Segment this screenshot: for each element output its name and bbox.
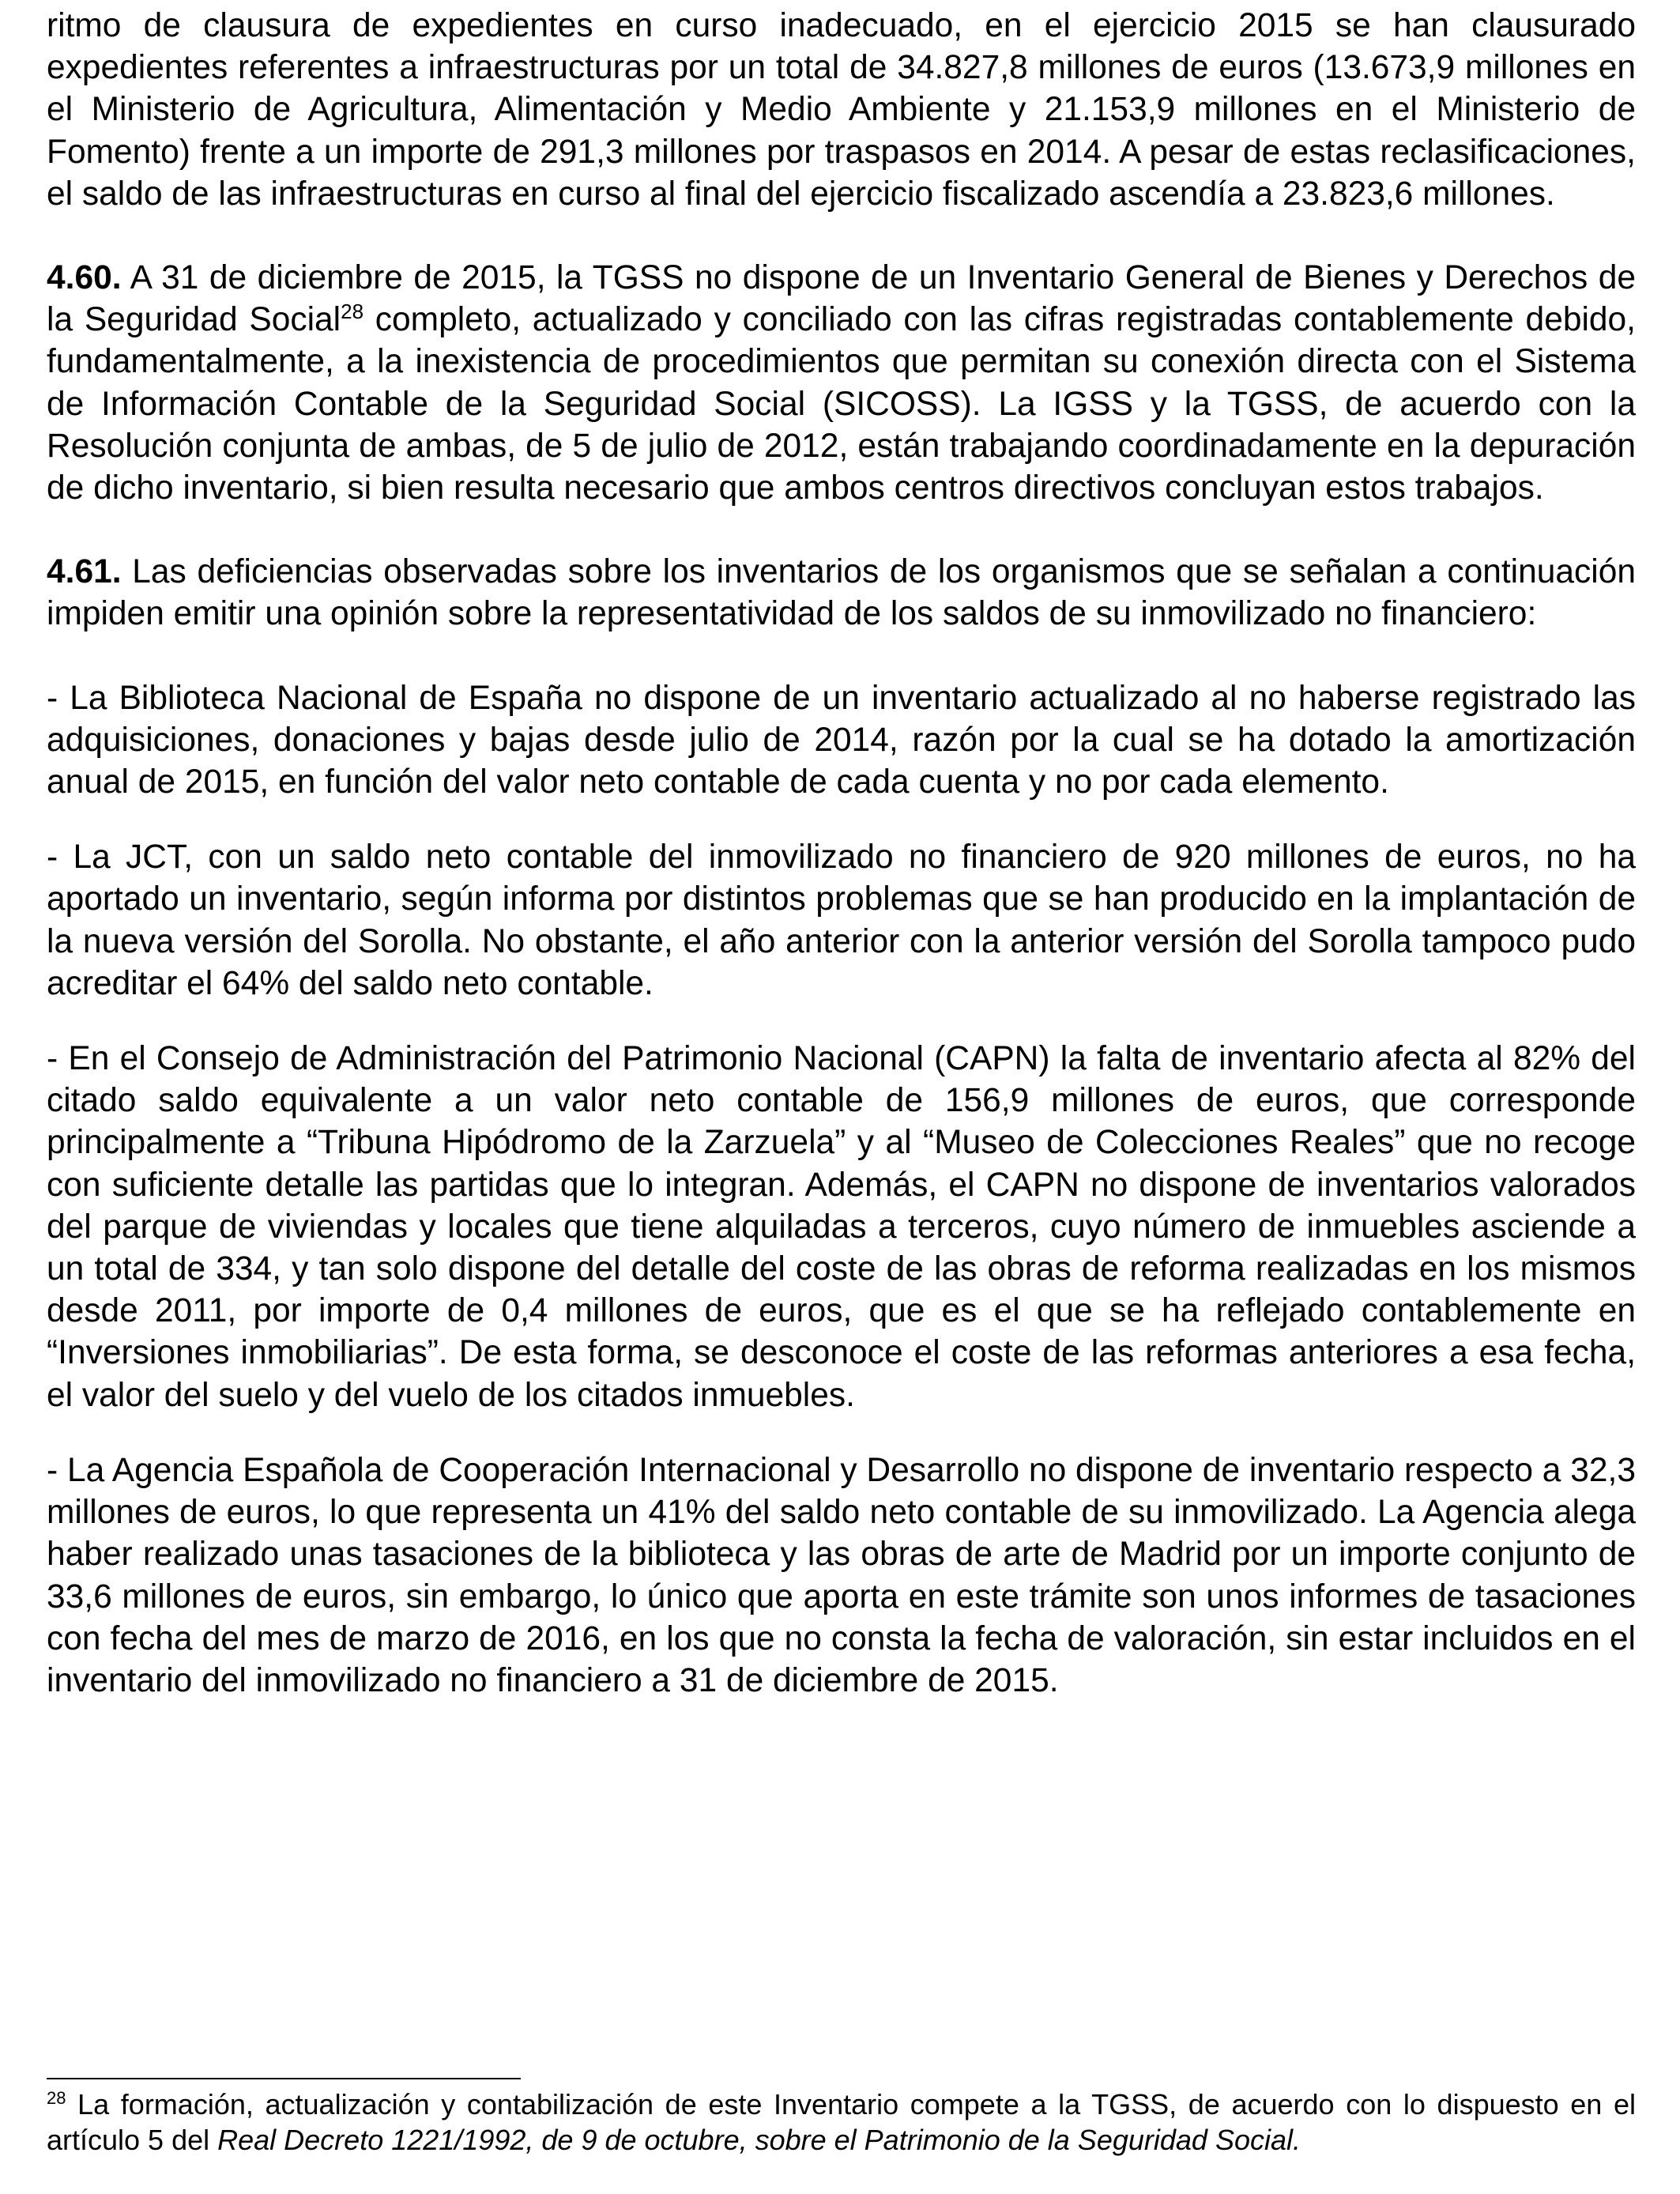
paragraph-number: 4.61.	[47, 553, 122, 591]
footnote-body: La formación, actualización y contabilización de este Inventario compete a la TGSS, de acuerdo con lo dispuesto en el artículo 5 del	[47, 2088, 1636, 2156]
list-item-jct: - La JCT, con un saldo neto contable del inmovilizado no financiero de 920 millones de euros, no ha aportado un inventario, según informa por distintos problemas que se han producido en la implantación de la nueva versión del Sorolla. No obstante, el año anterior con la anterior versión del Sorolla tampoco pudo acreditar el 64% del saldo neto contable.	[47, 839, 1636, 1002]
paragraph-number: 4.60.	[47, 259, 122, 297]
footnote-reference[interactable]: 28	[341, 300, 364, 324]
footnote-number: 28	[47, 2088, 66, 2108]
paragraph-text: A 31 de diciembre de 2015, la TGSS no dispone de un Inventario General de Bienes y Derechos de la Seguridad Social	[47, 259, 1636, 339]
list-item-biblioteca-nacional: - La Biblioteca Nacional de España no dispone de un inventario actualizado al no haberse registrado las adquisiciones, donaciones y bajas desde julio de 2014, razón por la cual se ha dotado la amortización anual de 2015, en función del valor neto contable de cada cuenta y no por cada elemento.	[47, 679, 1636, 801]
footnote	[47, 2087, 1636, 2158]
paragraph-intro: ritmo de clausura de expedientes en curso inadecuado, en el ejercicio 2015 se han clausurado expedientes referentes a infraestructuras por un total de 34.827,8 millones de euros (13.673,9 millones en el Ministerio de Agricultura, Alimentación y Medio Ambiente y 21.153,9 millones en el Ministerio de Fomento) frente a un importe de 291,3 millones por traspasos en 2014. A pesar de estas reclasificaciones, el saldo de las infraestructuras en curso al final del ejercicio fiscalizado ascendía a 23.823,6 millones.	[47, 7, 1636, 213]
footnote-separator	[47, 2078, 521, 2079]
list-item-capn: - En el Consejo de Administración del Patrimonio Nacional (CAPN) la falta de inventario afecta al 82% del citado saldo equivalente a un valor neto contable de 156,9 millones de euros, que corresponde principalmente a “Tribuna Hipódromo de la Zarzuela” y al “Museo de Colecciones Reales” que no recoge con suficiente detalle las partidas que lo integran. Además, el CAPN no dispone de inventarios valorados del parque de viviendas y locales que tiene alquiladas a terceros, cuyo número de inmuebles asciende a un total de 334, y tan solo dispone del detalle del coste de las obras de reforma realizadas en los mismos desde 2011, por importe de 0,4 millones de euros, que es el que se ha reflejado contablemente en “Inversiones inmobiliarias”. De esta forma, se desconoce el coste de las reformas anteriores a esa fecha, el valor del suelo y del vuelo de los citados inmuebles.	[47, 1040, 1636, 1414]
paragraph-4-61	[47, 551, 1636, 635]
footnote-text	[47, 2087, 1636, 2158]
list-item-aecid: - La Agencia Española de Cooperación Internacional y Desarrollo no dispone de inventario respecto a 32,3 millones de euros, lo que representa un 41% del saldo neto contable de su inmovilizado. La Agencia alega haber realizado unas tasaciones de la biblioteca y las obras de arte de Madrid por un importe conjunto de 33,6 millones de euros, sin embargo, lo único que aporta en este trámite son unos informes de tasaciones con fecha del mes de marzo de 2016, en los que no consta la fecha de valoración, sin estar incluidos en el inventario del inmovilizado no financiero a 31 de diciembre de 2015.	[47, 1451, 1636, 1699]
paragraph-text: completo, actualizado y conciliado con las cifras registradas contablemente debido, fundamentalmente, a la inexistencia de procedimientos que permitan su conexión directa con el Sistema de Información Contable de la Seguridad Social (SICOSS). La IGSS y la TGSS, de acuerdo con la Resolución conjunta de ambas, de 5 de julio de 2012, están trabajando coordinadamente en la depuración de dicho inventario, si bien resulta necesario que ambos centros directivos concluyan estos trabajos.	[47, 301, 1636, 507]
footnote-citation: Real Decreto 1221/1992, de 9 de octubre, sobre el Patrimonio de la Seguridad Social.	[217, 2124, 1301, 2156]
paragraph-text: Las deficiencias observadas sobre los inventarios de los organismos que se señalan a continuación impiden emitir una opinión sobre la representatividad de los saldos de su inmovilizado no financiero:	[47, 553, 1636, 633]
document-body	[47, 5, 1636, 1702]
paragraph-4-60	[47, 257, 1636, 509]
